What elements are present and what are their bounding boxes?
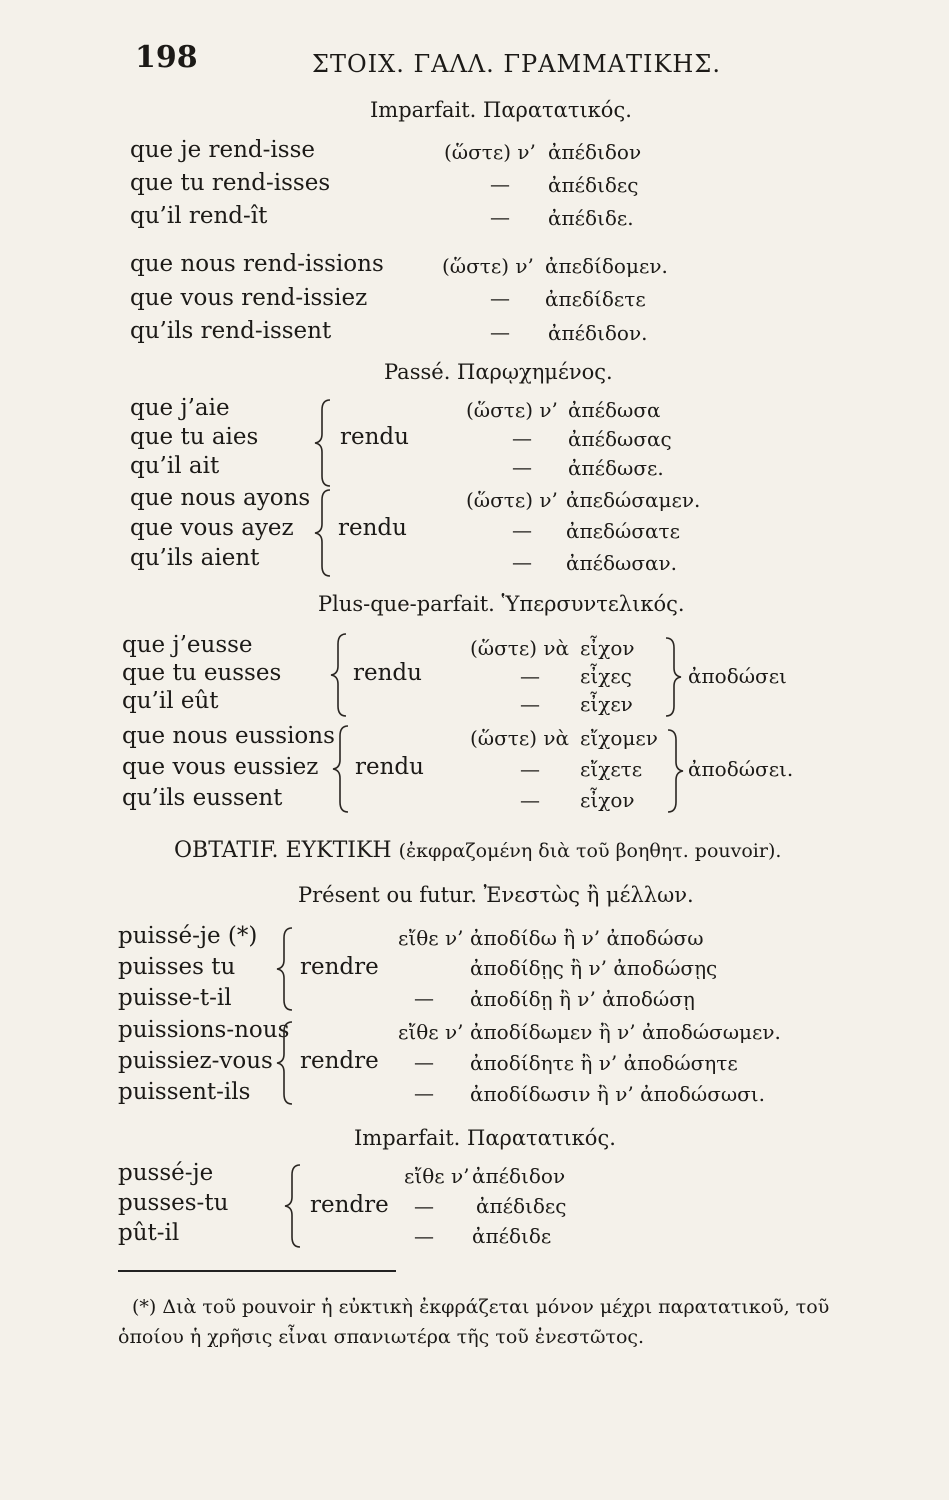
brace-icon: [274, 926, 300, 1012]
pqp-participle-plur: rendu: [355, 754, 424, 780]
imparfait-gr-2: ἀπέδιδες: [548, 173, 639, 197]
optatif-present-gr-prefix-3: —: [414, 986, 434, 1010]
optatif-present-fr-1: puissé-je (*): [118, 923, 258, 949]
optatif-imparfait-fr-2: pusses-tu: [118, 1190, 229, 1216]
imparfait-fr-6: qu’ils rend-issent: [130, 318, 332, 344]
optatif-imparfait-fr-3: pût-il: [118, 1220, 180, 1246]
optatif-present-gr-prefix-6: —: [414, 1081, 434, 1105]
brace-icon: [330, 724, 356, 814]
pqp-participle-sing: rendu: [353, 660, 422, 686]
pqp-gr-prefix-5: —: [520, 757, 540, 781]
passe-participle-plur: rendu: [338, 515, 407, 541]
optatif-present-fr-4: puissions-nous: [118, 1017, 290, 1043]
imparfait-gr-6: ἀπέδιδον.: [548, 321, 648, 345]
passe-fr-3: qu’il ait: [130, 453, 220, 479]
imparfait-fr-5: que vous rend-issiez: [130, 285, 368, 311]
passe-gr-prefix-2: —: [512, 426, 532, 450]
passe-gr-5: ἀπεδώσατε: [566, 519, 680, 543]
passe-participle-sing: rendu: [340, 424, 409, 450]
passe-gr-6: ἀπέδωσαν.: [566, 551, 678, 575]
brace-icon: [328, 632, 354, 718]
section-heading-imparfait: Imparfait. Παρατατικός.: [370, 98, 632, 122]
section-heading-pqp: Plus-que-parfait. Ὑπερσυντελικός.: [318, 592, 685, 616]
imparfait-gr-1: ἀπέδιδον: [548, 140, 642, 164]
imparfait-gr-prefix-5: —: [490, 286, 510, 310]
optatif-present-fr-6: puissent-ils: [118, 1079, 251, 1105]
passe-fr-5: que vous ayez: [130, 515, 294, 541]
optatif-imparfait-gr-2: ἀπέδιδες: [476, 1194, 567, 1218]
pqp-gr-6: εἶχον: [580, 788, 635, 812]
imparfait-fr-4: que nous rend-issions: [130, 251, 384, 277]
optatif-imparfait-gr-prefix-3: —: [414, 1224, 434, 1248]
optatif-imparfait-gr-3: ἀπέδιδε: [472, 1224, 552, 1248]
optatif-present-gr-2: ἀποδίδῃς ἢ ν’ ἀποδώσῃς: [470, 956, 718, 980]
imparfait-gr-3: ἀπέδιδε.: [548, 206, 634, 230]
pqp-gr-1: εἶχον: [580, 636, 635, 660]
optatif-present-gr-3: ἀποδίδῃ ἢ ν’ ἀποδώσῃ: [470, 987, 695, 1011]
pqp-fr-5: que vous eussiez: [122, 754, 319, 780]
pqp-fr-3: qu’il eût: [122, 688, 219, 714]
pqp-gr-prefix-1: (ὥστε) νὰ: [470, 636, 570, 660]
passe-gr-prefix-6: —: [512, 550, 532, 574]
imparfait-gr-prefix-6: —: [490, 320, 510, 344]
pqp-gr-5: εἴχετε: [580, 757, 643, 781]
brace-icon: [312, 398, 338, 488]
passe-gr-prefix-4: (ὥστε) ν’: [466, 488, 558, 512]
optatif-present-verb-plur: rendre: [300, 1048, 379, 1074]
optatif-title: [174, 838, 781, 863]
pqp-gr-prefix-3: —: [520, 692, 540, 716]
passe-gr-1: ἀπέδωσα: [568, 398, 661, 422]
optatif-imparfait-fr-1: pussé-je: [118, 1160, 214, 1186]
optatif-title-note: (ἐκφραζομένη διὰ τοῦ βοηθητ. pouvoir).: [398, 840, 782, 862]
brace-icon: [312, 488, 338, 578]
optatif-imparfait-gr-1: ἀπέδιδον: [472, 1164, 566, 1188]
passe-fr-1: que j’aie: [130, 395, 230, 421]
passe-gr-prefix-3: —: [512, 455, 532, 479]
optatif-present-gr-4: ἀποδίδωμεν ἢ ν’ ἀποδώσωμεν.: [470, 1020, 781, 1044]
optatif-present-gr-1: ἀποδίδω ἢ ν’ ἀποδώσω: [470, 926, 704, 950]
page-number: 198: [135, 40, 198, 75]
pqp-fr-2: que tu eusses: [122, 660, 282, 686]
pqp-gr-prefix-4: (ὥστε) νὰ: [470, 726, 570, 750]
passe-gr-prefix-1: (ὥστε) ν’: [466, 398, 558, 422]
passe-gr-3: ἀπέδωσε.: [568, 456, 664, 480]
imparfait-fr-3: qu’il rend-ît: [130, 203, 268, 229]
passe-fr-6: qu’ils aient: [130, 545, 260, 571]
imparfait-fr-2: que tu rend-isses: [130, 170, 331, 196]
optatif-present-fr-2: puisses tu: [118, 954, 236, 980]
brace-icon: [274, 1020, 300, 1106]
optatif-present-fr-3: puisse-t-il: [118, 985, 232, 1011]
optatif-present-gr-prefix-4: εἴθε ν’: [398, 1020, 464, 1044]
passe-fr-4: que nous ayons: [130, 485, 311, 511]
running-title: ΣΤΟΙΧ. ΓΑΛΛ. ΓΡΑΜΜΑΤΙΚΗΣ.: [312, 50, 721, 78]
optatif-title-gr: ΕΥΚΤΙΚΗ: [285, 838, 392, 863]
pqp-fr-4: que nous eussions: [122, 723, 335, 749]
footnote-divider: [118, 1270, 396, 1272]
imparfait-gr-prefix-3: —: [490, 205, 510, 229]
right-brace-icon: [660, 636, 686, 718]
section-heading-optatif-imparfait: Imparfait. Παρατατικός.: [354, 1126, 616, 1150]
optatif-present-fr-5: puissiez-vous: [118, 1048, 273, 1074]
imparfait-gr-5: ἀπεδίδετε: [545, 287, 646, 311]
passe-gr-prefix-5: —: [512, 518, 532, 542]
pqp-gr-4: εἴχομεν: [580, 726, 658, 750]
section-heading-passe: Passé. Παρῳχημένος.: [384, 360, 613, 384]
passe-gr-4: ἀπεδώσαμεν.: [566, 488, 701, 512]
optatif-present-gr-prefix-5: —: [414, 1050, 434, 1074]
pqp-gr-prefix-6: —: [520, 788, 540, 812]
imparfait-fr-1: que je rend-isse: [130, 137, 315, 163]
pqp-gr-2: εἶχες: [580, 664, 632, 688]
pqp-fr-1: que j’eusse: [122, 632, 253, 658]
imparfait-gr-4: ἀπεδίδομεν.: [545, 254, 668, 278]
optatif-imparfait-gr-prefix-1: εἴθε ν’: [404, 1164, 470, 1188]
optatif-imparfait-verb: rendre: [310, 1192, 389, 1218]
section-heading-optatif-present: Présent ou futur. Ἐνεστὼς ἢ μέλλων.: [298, 883, 694, 907]
optatif-present-gr-5: ἀποδίδητε ἢ ν’ ἀποδώσητε: [470, 1051, 738, 1075]
pqp-aux-sing: ἀποδώσει: [688, 664, 787, 688]
footnote-line-1: (*) Διὰ τοῦ pouvoir ἡ εὐκτικὴ ἐκφράζεται μόνον μέχρι παρατατικοῦ, τοῦ: [132, 1296, 830, 1318]
imparfait-gr-prefix-2: —: [490, 172, 510, 196]
footnote-line-2: ὁποίου ἡ χρῆσις εἶναι σπανιωτέρα τῆς τοῦ ἐνεστῶτος.: [118, 1326, 645, 1348]
optatif-imparfait-gr-prefix-2: —: [414, 1194, 434, 1218]
optatif-title-fr: OBTATIF.: [174, 838, 279, 863]
pqp-fr-6: qu’ils eussent: [122, 785, 283, 811]
brace-icon: [282, 1163, 308, 1249]
pqp-aux-plur: ἀποδώσει.: [688, 757, 794, 781]
imparfait-gr-prefix-1: (ὥστε) ν’: [444, 140, 536, 164]
right-brace-icon: [662, 728, 688, 814]
optatif-present-gr-6: ἀποδίδωσιν ἢ ν’ ἀποδώσωσι.: [470, 1082, 765, 1106]
passe-gr-2: ἀπέδωσας: [568, 427, 672, 451]
imparfait-gr-prefix-4: (ὥστε) ν’: [442, 254, 534, 278]
pqp-gr-3: εἶχεν: [580, 692, 633, 716]
optatif-present-verb-sing: rendre: [300, 954, 379, 980]
optatif-present-gr-prefix-1: εἴθε ν’: [398, 926, 464, 950]
pqp-gr-prefix-2: —: [520, 664, 540, 688]
passe-fr-2: que tu aies: [130, 424, 259, 450]
